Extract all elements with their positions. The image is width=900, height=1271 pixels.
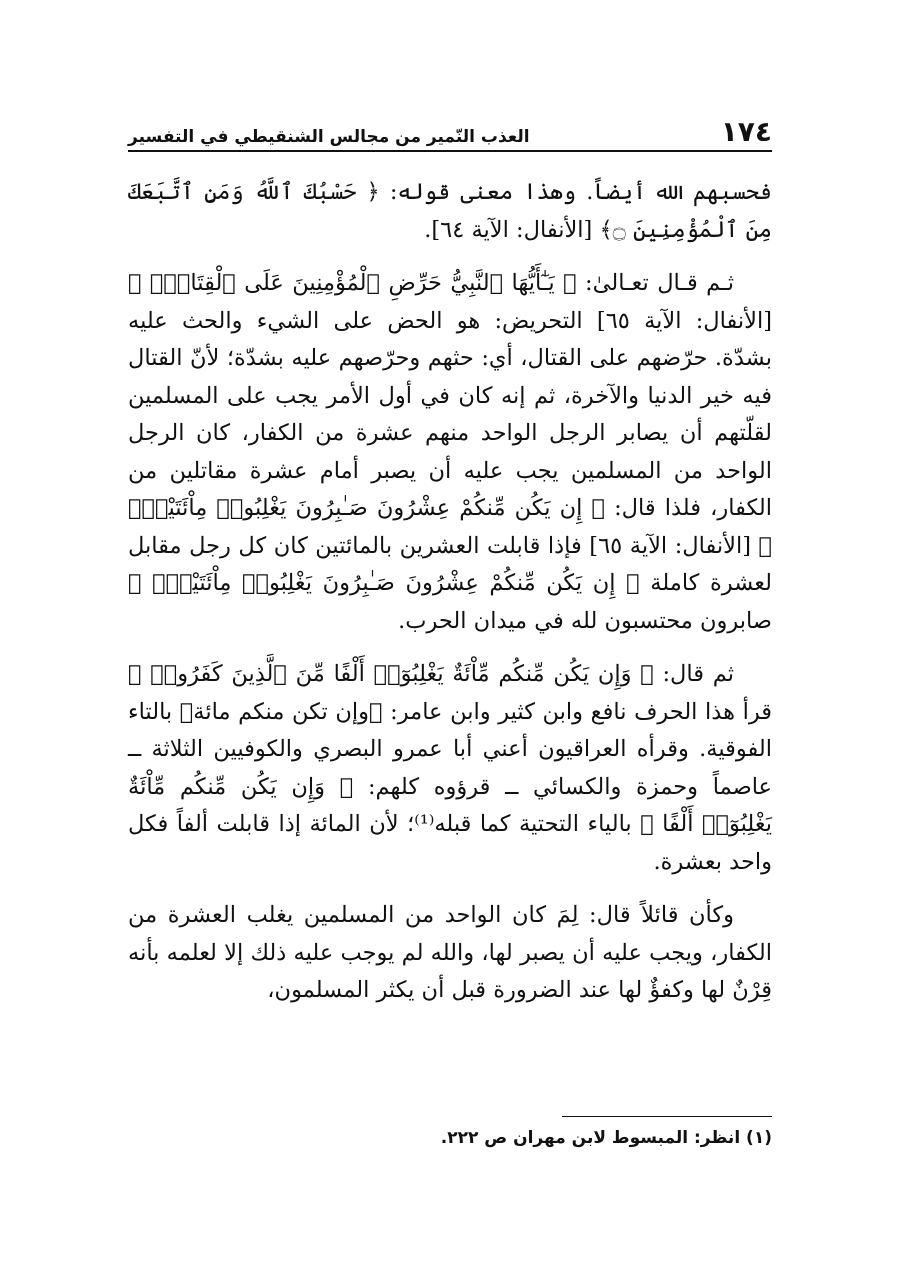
book-title: العذب النّمير من مجالس الشنقيطي في التفسير bbox=[128, 127, 530, 147]
running-header bbox=[128, 108, 772, 152]
paragraph: وكأن قائلاً قال: لِمَ كان الواحد من المسلمين يغلب العشرة من الكفار، ويجب عليه أن يصبر لها، والله لم يوجب عليه ذلك إلا لعلمه بأنه قِرْنٌ لها وكفؤٌ لها عند الضرورة قبل أن يكثر المسلمون، bbox=[128, 902, 772, 1003]
page-number: ١٧٤ bbox=[720, 115, 772, 148]
body-text bbox=[128, 174, 772, 1010]
footnote-divider bbox=[562, 1116, 772, 1117]
footnote: (١) انظر: المبسوط لابن مهران ص ٢٢٢. bbox=[440, 1128, 772, 1148]
paragraph: ثم قال: ﴿ وَإِن يَكُن مِّنكُم مِّاْئَةٌ يَغْلِبُوٓا۟ أَلْفًا مِّنَ ٱلَّذِينَ كَفَرُوا۟ ﴾ قرأ هذا الحرف نافع وابن كثير وابن عامر: ﴿وإن تكن منكم مائة﴾ بالتاء الفوقية. وقرأه العراقيون أعني أبا عمرو البصري والكوفيين الثلاثة ــ عاصماً وحمزة والكسائي ــ قرؤوه كلهم: ﴿ وَإِن يَكُن مِّنكُم مِّاْئَةٌ يَغْلِبُوٓا۟ أَلْفًا ﴾ بالياء التحتية كما قبله⁽¹⁾؛ لأن المائة إذا قابلت ألفاً فكل واحد بعشرة. bbox=[128, 661, 772, 875]
paragraph: ثـم قـال تعـالىٰ: ﴿ يَـٰٓأَيُّهَا ٱلنَّبِيُّ حَرِّضِ ٱلْمُؤْمِنِينَ عَلَى ٱلْقِتَالِۚ ﴾ [الأنفال: الآية ٦٥] التحريض: هو الحض على الشيء والحث عليه بشدّة. حرّضهم على القتال، أي: حثهم وحرّصهم عليه بشدّة؛ لأنّ القتال فيه خير الدنيا والآخرة، ثم إنه كان في أول الأمر يجب على المسلمين لقلّتهم أن يصابر الرجل الواحد منهم عشرة من الكفار، كان الرجل الواحد من المسلمين يجب عليه أن يصبر أمام عشرة مقاتلين من الكفار، فلذا قال: ﴿ إِن يَكُن مِّنكُمْ عِشْرُونَ صَـٰبِرُونَ يَغْلِبُوا۟ مِاْئَتَيْنِۚ ﴾ [الأنفال: الآية ٦٥] فإذا قابلت العشرين بالمائتين كان كل رجل مقابل لعشرة كاملة ﴿ إِن يَكُن مِّنكُمْ عِشْرُونَ صَـٰبِرُونَ يَغْلِبُوا۟ مِاْئَتَيْنِۚ ﴾ صابرون محتسبون لله في ميدان الحرب. bbox=[128, 270, 773, 634]
paragraph: فحسبهم الله أيضاً. وهذا معنى قوله: ﴿ حَسْبُكَ ٱللَّهُ وَمَنِ ٱتَّبَعَكَ مِنَ ٱلْمُؤْمِنِينَ ۝﴾ [الأنفال: الآية ٦٤]. bbox=[128, 179, 772, 243]
